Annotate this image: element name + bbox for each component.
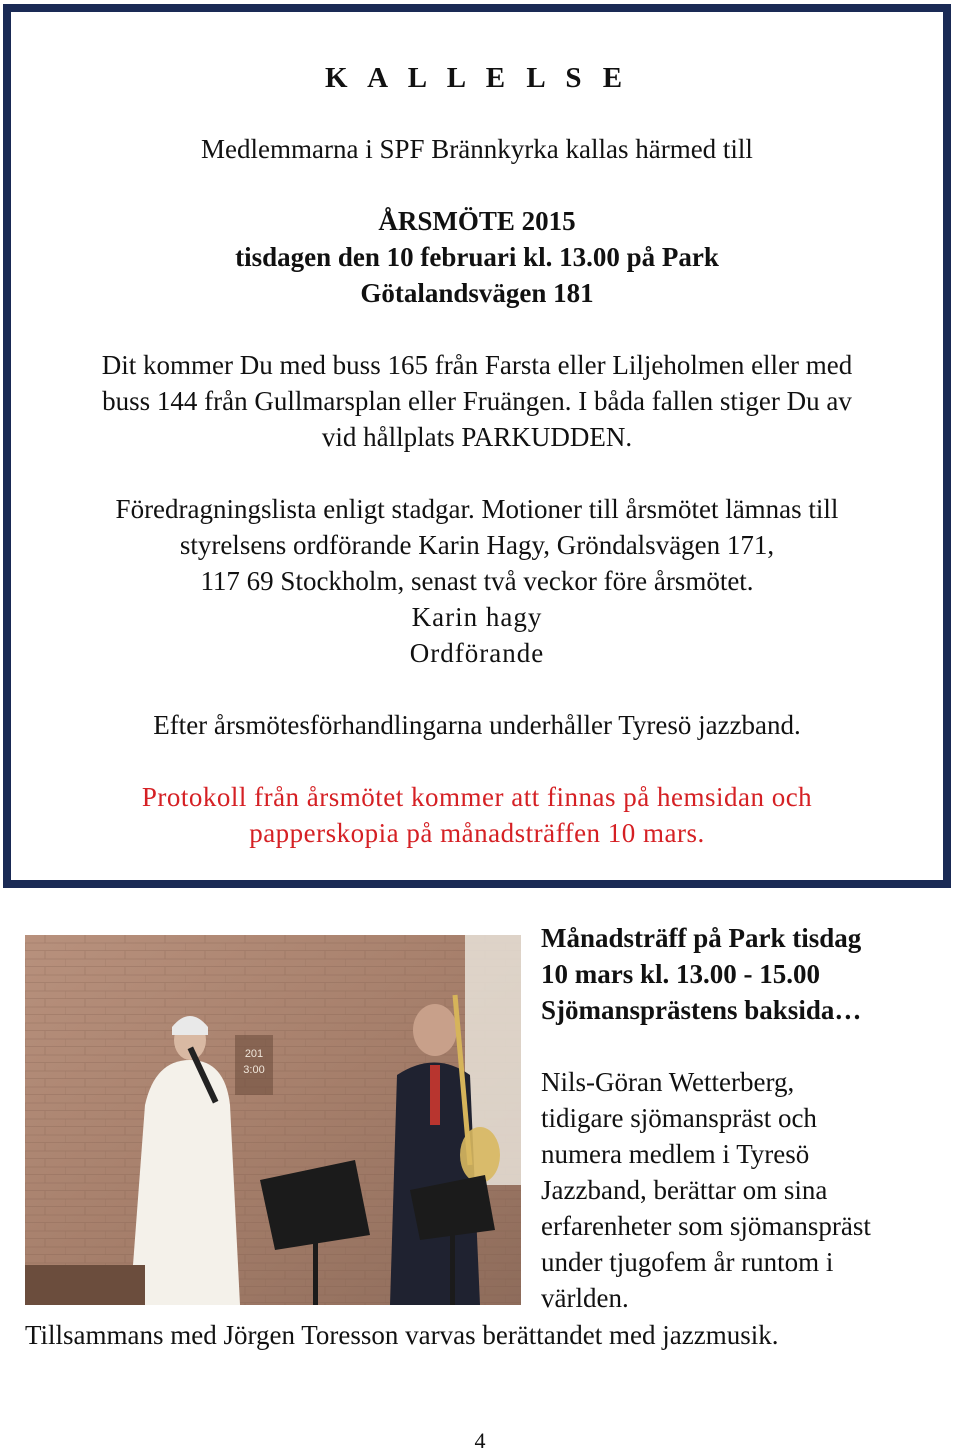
agenda-line: 117 69 Stockholm, senast två veckor före årsmötet. [200,566,754,596]
page-number: 4 [474,1428,486,1453]
event-body-line: numera medlem i Tyresö [541,1139,810,1169]
event-body-line: tidigare sjömanspräst och [541,1103,817,1133]
meeting-title: ÅRSMÖTE 2015 [378,206,576,236]
event-heading-line: 10 mars kl. 13.00 - 15.00 [541,959,820,989]
event-body-line: världen. [541,1283,629,1313]
entertainment-text: Efter årsmötesförhandlingarna underhåller Tyresö jazzband. [153,710,801,740]
meeting-time: tisdagen den 10 februari kl. 13.00 på Park [235,242,719,272]
event-body-line: Jazzband, berättar om sina [541,1175,828,1205]
notice-title: K A L L E L S E [324,62,630,94]
agenda-line: styrelsens ordförande Karin Hagy, Gröndalsvägen 171, [179,530,775,560]
event-heading-line: Sjömansprästens baksida… [541,995,862,1025]
wall-sign-text-1: 201 [244,1048,264,1060]
jazz-photo [25,935,521,1305]
meeting-address: Götalandsvägen 181 [360,278,594,308]
directions-line: vid hållplats PARKUDDEN. [321,422,633,452]
agenda-line: Föredragningslista enligt stadgar. Motioner till årsmötet lämnas till [115,494,839,524]
event-heading-line: Månadsträff på Park tisdag [541,923,862,953]
protocol-line: papperskopia på månadsträffen 10 mars. [249,818,705,848]
protocol-line: Protokoll från årsmötet kommer att finnas på hemsidan och [141,782,813,812]
event-body-line: under tjugofem år runtom i [541,1247,834,1277]
signature-name: Karin hagy [411,602,543,632]
notice-box [3,4,951,888]
directions-line: buss 144 från Gullmarsplan eller Fruängen. I båda fallen stiger Du av [102,386,852,416]
event-body-line: erfarenheter som sjömanspräst [541,1211,871,1241]
directions-line: Dit kommer Du med buss 165 från Farsta eller Liljeholmen eller med [101,350,853,380]
intro-text: Medlemmarna i SPF Brännkyrka kallas härmed till [201,134,753,164]
signature-role: Ordförande [409,638,545,668]
wall-sign-text-2: 3:00 [243,1064,265,1076]
closing-text: Tillsammans med Jörgen Toresson varvas berättandet med jazzmusik. [25,1320,779,1350]
event-body-line: Nils-Göran Wetterberg, [541,1067,795,1097]
